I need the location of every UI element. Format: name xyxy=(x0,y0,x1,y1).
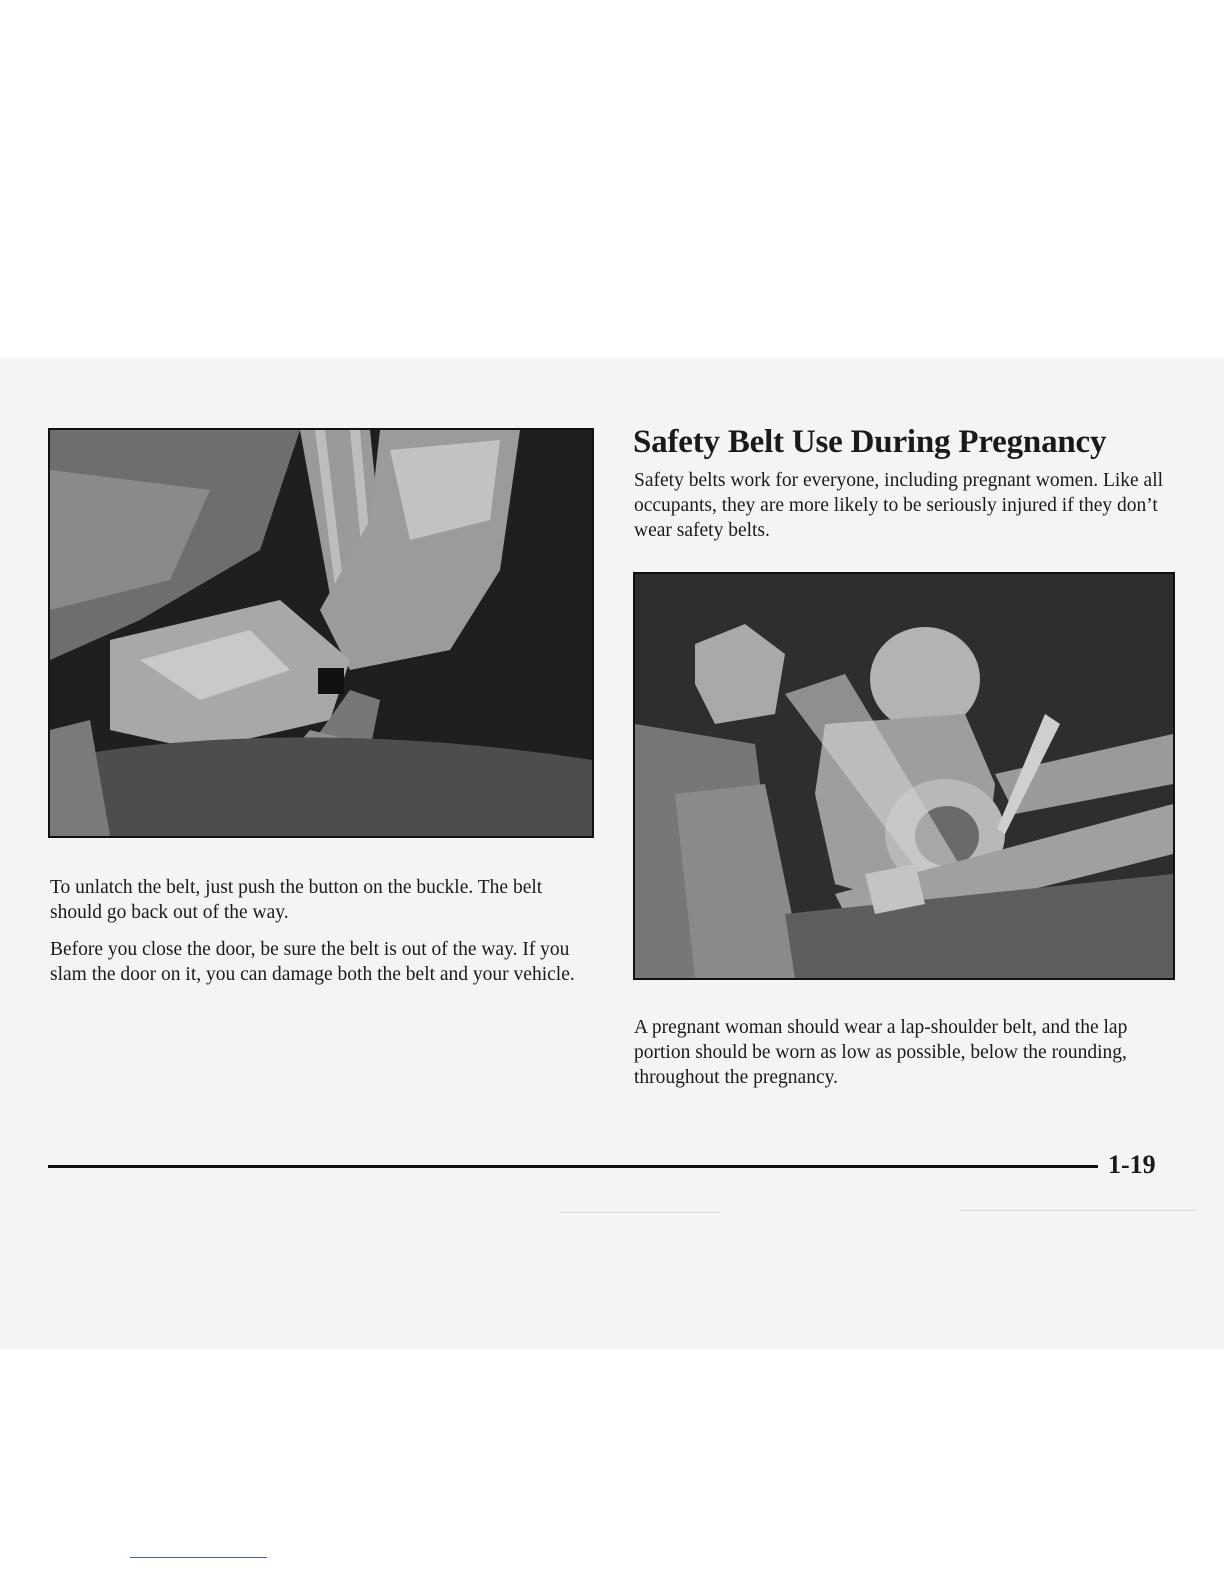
pregnancy-intro-text: Safety belts work for everyone, including pregnant women. Like all occupants, they are more likely to be seriously injured if they don’t wear safety belts. xyxy=(634,470,1164,541)
bottom-underline xyxy=(130,1557,267,1558)
unlatch-instruction-text: To unlatch the belt, just push the button on the buckle. The belt should go back out of the way. xyxy=(50,877,543,923)
footer-rule xyxy=(48,1165,1098,1168)
scan-artifact-line xyxy=(560,1212,720,1213)
section-heading: Safety Belt Use During Pregnancy xyxy=(633,424,1107,460)
lap-belt-guidance-text: A pregnant woman should wear a lap-shoulder belt, and the lap portion should be worn as low as possible, below the rounding, throughout the pregnancy. xyxy=(634,1017,1128,1088)
pregnancy-belt-illustration xyxy=(633,572,1175,980)
scan-artifact-line xyxy=(960,1210,1195,1211)
buckle-illustration xyxy=(48,428,594,838)
page-number: 1-19 xyxy=(1108,1150,1156,1179)
door-warning-text: Before you close the door, be sure the belt is out of the way. If you slam the door on it, you can damage both the belt and your vehicle. xyxy=(50,939,575,985)
